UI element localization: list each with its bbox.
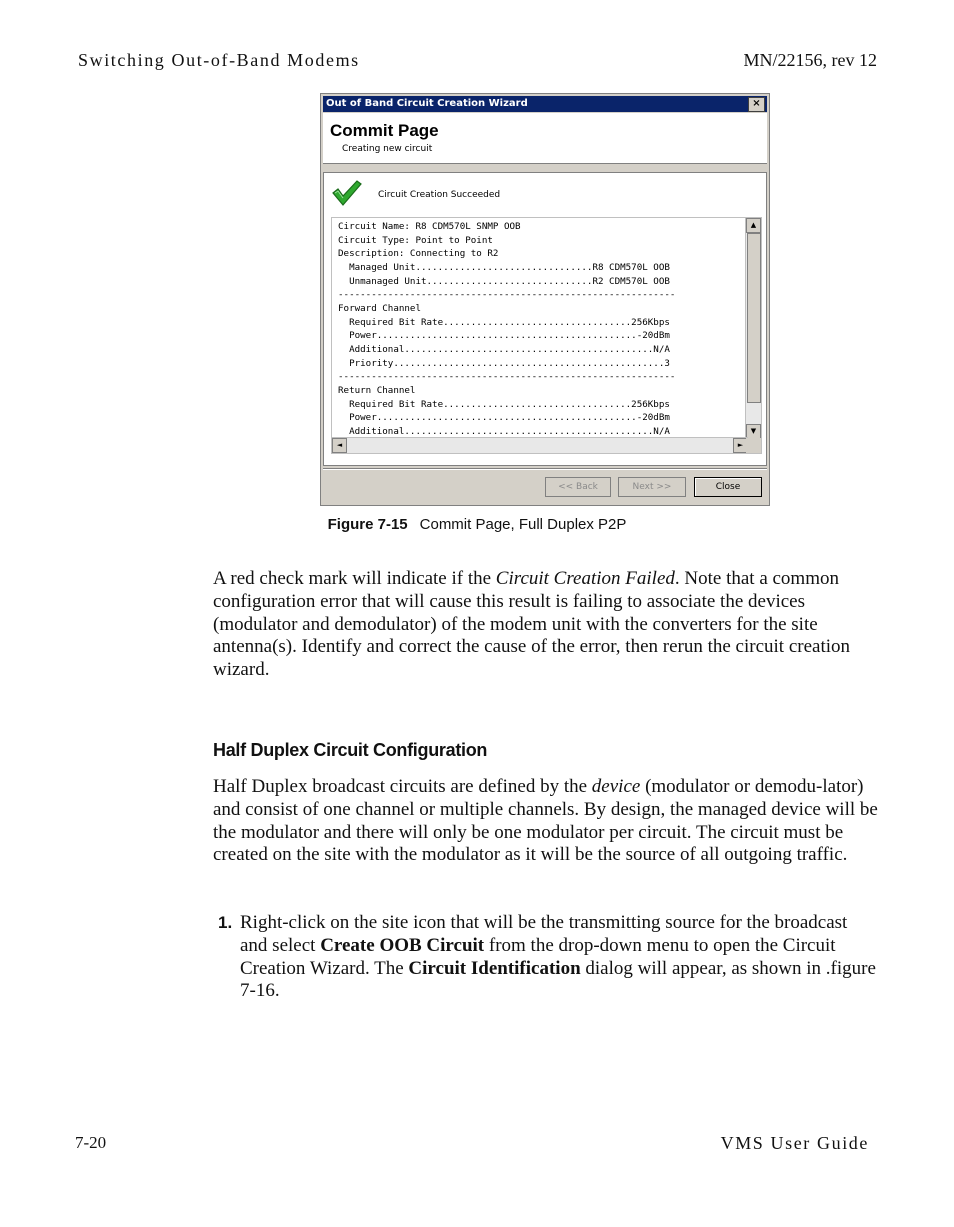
horizontal-scrollbar[interactable] [332,437,748,453]
summary-line: ------------------------------------------------------------- [338,371,676,383]
summary-line: Priority.................................................3 [338,357,670,369]
step-number: 1. [218,913,233,932]
step1-text-a: Right-click on the site icon that will be the transmitting source for the broadcast and select [240,912,848,956]
running-header-left: Switching Out-of-Band Modems [78,50,360,70]
summary-line: Required Bit Rate..................................256Kbps [338,398,670,410]
button-bar-separator [323,468,767,470]
section-heading: Half Duplex Circuit Configuration [213,740,488,760]
footer-title: VMS User Guide [720,1133,869,1153]
para1-text-a: A red check mark will indicate if the [213,568,496,589]
back-button[interactable]: << Back [545,477,611,497]
figure-number: Figure 7-15 [327,516,408,533]
para1-emphasis: Circuit Creation Failed [495,568,675,589]
summary-line: Unmanaged Unit..............................R2 CDM570L OOB [338,275,670,287]
page-subtitle: Creating new circuit [342,144,433,154]
scroll-thumb[interactable] [747,233,761,403]
step-1 [218,912,878,1003]
dialog-titlebar [323,96,767,112]
para2-text-b: (modulator or demodu-lator) and consist of one channel or multiple channels. By design, the managed device will be the modulator and there will only be one modulator per circuit. The circuit must be created on the site with the modulator as it will be the source of all outgoing traffic. [213,776,878,866]
vertical-scrollbar[interactable] [745,218,761,439]
summary-line: Required Bit Rate..................................256Kbps [338,316,670,328]
close-button[interactable]: Close [694,477,762,497]
summary-line: Additional.............................................N/A [338,343,670,355]
scrollbar-corner [746,438,761,453]
summary-line: Return Channel [338,384,416,396]
scroll-up-icon[interactable]: ▲ [746,218,761,233]
step1-bold-b: Circuit Identification [408,957,581,979]
figure-caption-text: Commit Page, Full Duplex P2P [419,516,627,533]
summary-lines [338,220,738,439]
scroll-down-icon[interactable]: ▼ [746,424,761,439]
para1-text-b: . Note that a common configuration error that will cause this result is failing to associate the devices (modulator and demodulator) of the modem unit with the converters for the site antenna(s). Identify and correct the cause of the error, then rerun the circuit creation wizard. [213,568,851,681]
paragraph-half-duplex [213,776,883,867]
status-text: Circuit Creation Succeeded [378,190,501,200]
content-panel [323,172,767,466]
footer-page-number: 7-20 [75,1133,107,1152]
summary-textbox[interactable] [331,217,762,454]
dialog-title: Out of Band Circuit Creation Wizard [326,98,528,109]
scroll-right-icon[interactable]: ► [733,438,748,453]
summary-line: Circuit Type: Point to Point [338,234,493,246]
summary-line: Power...............................................-20dBm [338,412,670,424]
page-title: Commit Page [330,121,439,140]
wizard-dialog-screenshot [320,93,770,506]
para2-text-a: Half Duplex broadcast circuits are defined by the [213,776,592,797]
paragraph-failure-note [213,568,883,682]
close-icon[interactable]: × [748,97,765,112]
step1-text-c: dialog will appear, as shown in .figure 7-16. [240,957,876,1002]
figure-caption [0,516,954,533]
running-header-right: MN/22156, rev 12 [743,50,877,70]
summary-line: Power...............................................-20dBm [338,330,670,342]
page-header-panel [323,113,767,164]
summary-line: Managed Unit................................R8 CDM570L OOB [338,261,670,273]
para2-emphasis: device [591,776,641,797]
step1-bold-a: Create OOB Circuit [320,934,485,956]
summary-line: Circuit Name: R8 CDM570L SNMP OOB [338,221,521,232]
scroll-left-icon[interactable]: ◄ [332,438,347,453]
summary-line: Description: Connecting to R2 [338,248,499,260]
next-button[interactable]: Next >> [618,477,686,497]
step1-text-b: from the drop-down menu to open the Circuit Creation Wizard. The [240,934,836,979]
summary-line: ------------------------------------------------------------- [338,289,676,301]
step-text [240,912,878,1003]
green-check-icon [330,179,362,207]
summary-line: Forward Channel [338,302,421,314]
summary-line: Additional.............................................N/A [338,425,670,437]
